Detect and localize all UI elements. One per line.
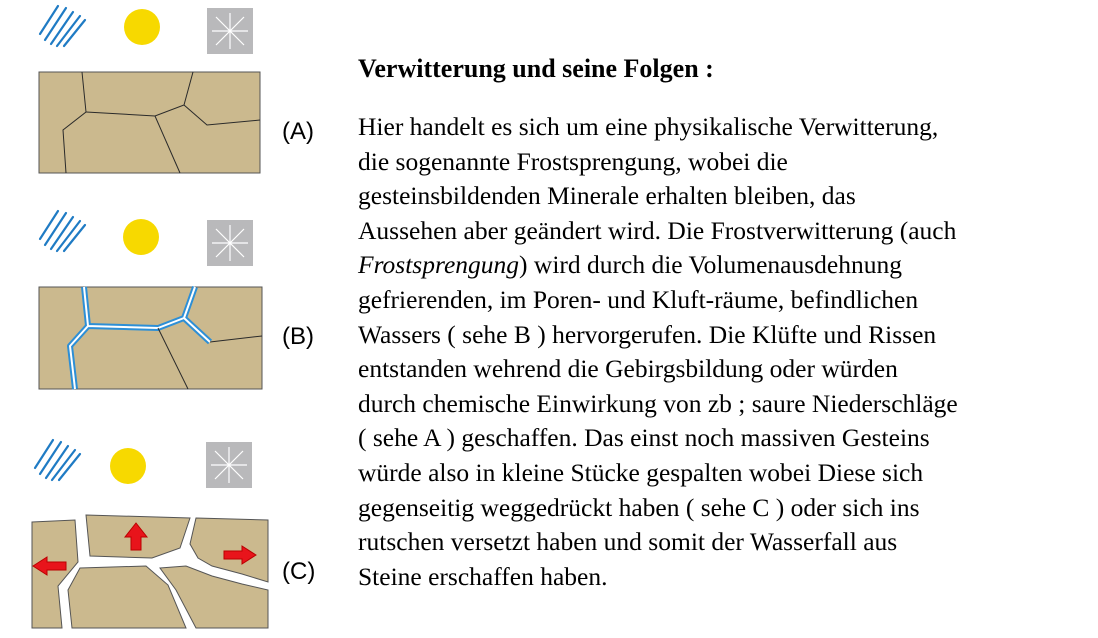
- body-line-rest: ) wird durch die Volumenausdehnung: [519, 250, 902, 280]
- body-line: würde also in kleine Stücke gespalten wobei Diese sich: [358, 457, 924, 487]
- body-line: [358, 248, 1093, 283]
- panel-label-a: (A): [282, 118, 314, 145]
- panel-b-icons: [40, 211, 253, 266]
- body-line: durch chemische Einwirkung von zb ; saure Niederschläge: [358, 388, 958, 418]
- rock-a: [39, 72, 260, 173]
- rain-icon: [40, 6, 85, 46]
- body-line: rutschen versetzt haben und somit der Wasserfall aus: [358, 527, 898, 557]
- sun-icon: [123, 219, 159, 255]
- panel-a-icons: [40, 6, 253, 54]
- rock-c: [32, 515, 268, 628]
- rain-icon: [35, 440, 80, 480]
- body-line: gesteinsbildenden Minerale erhalten bleiben, das: [358, 181, 856, 211]
- frost-icon: [206, 442, 252, 488]
- frost-icon: [207, 8, 253, 54]
- italic-term: Frostsprengung: [358, 250, 520, 280]
- body-line: entstanden wehrend die Gebirgsbildung oder würden: [358, 354, 898, 384]
- panel-label-c: (C): [282, 558, 316, 585]
- body-line: Wassers ( sehe B ) hervorgerufen. Die Klüfte und Rissen: [358, 319, 937, 349]
- body-line: gefrierenden, im Poren- und Kluft-räume, befindlichen: [358, 284, 919, 314]
- rain-icon: [40, 211, 85, 251]
- body-line: Steine erschaffen haben.: [358, 561, 608, 591]
- body-line: Aussehen aber geändert wird. Die Frostverwitterung (auch: [358, 215, 957, 245]
- body-line: Hier handelt es sich um eine physikalische Verwitterung,: [358, 112, 939, 141]
- panel-label-b: (B): [282, 323, 314, 350]
- body-text: [358, 110, 1093, 594]
- panel-c-icons: [35, 440, 252, 488]
- heading: Verwitterung und seine Folgen :: [358, 54, 714, 83]
- rock-b: [39, 287, 262, 389]
- weathering-diagram: [0, 0, 340, 638]
- body-line: die sogenannte Frostsprengung, wobei die: [358, 146, 788, 176]
- description-block: [358, 50, 1093, 594]
- body-line: gegenseitig weggedrückt haben ( sehe C ) oder sich ins: [358, 492, 920, 522]
- frost-icon: [207, 220, 253, 266]
- sun-icon: [110, 448, 146, 484]
- body-line: ( sehe A ) geschaffen. Das einst noch massiven Gesteins: [358, 423, 930, 453]
- sun-icon: [124, 9, 160, 45]
